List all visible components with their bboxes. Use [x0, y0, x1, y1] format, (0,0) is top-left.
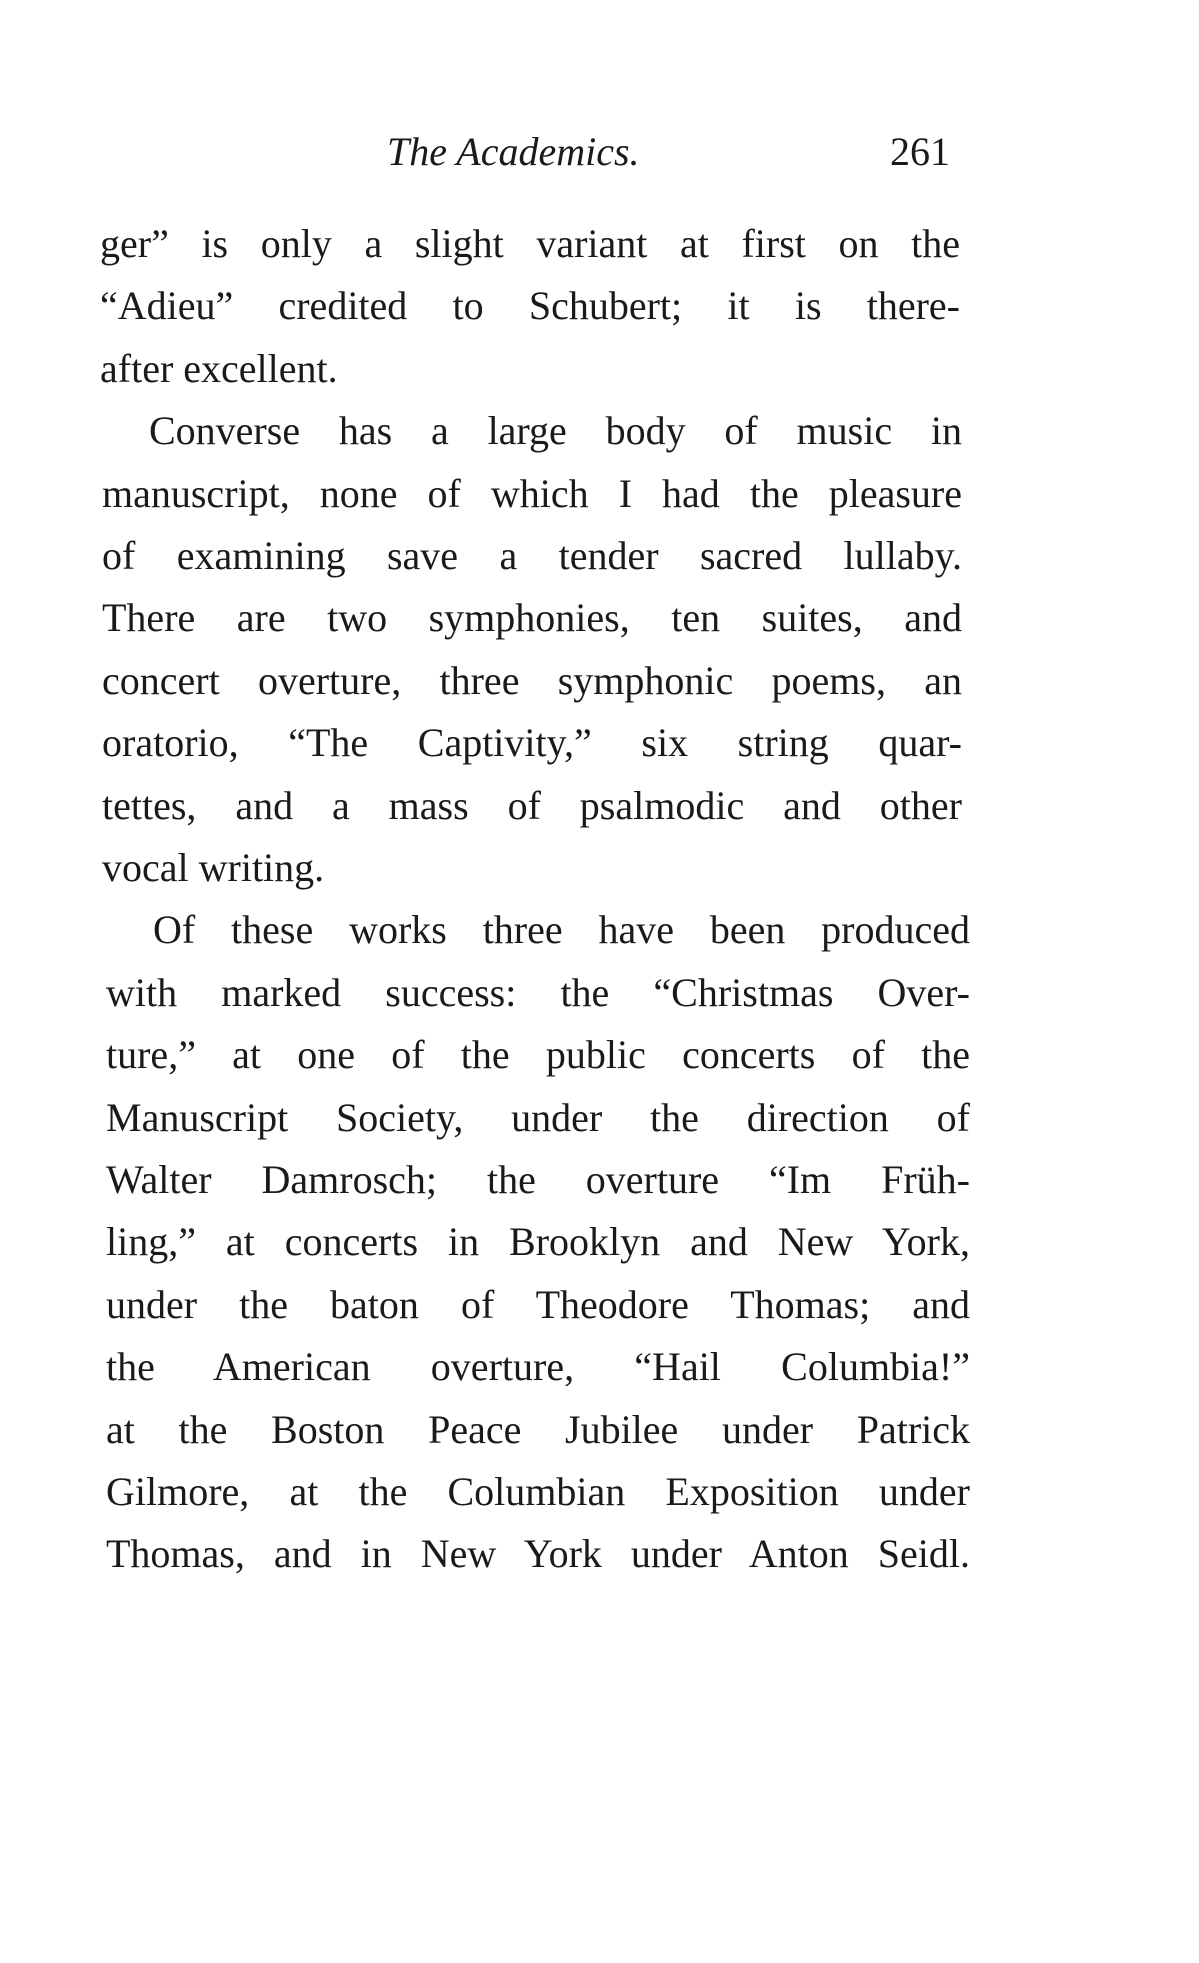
text-line: ger” is only a slight variant at first on the [100, 221, 960, 266]
page-number: 261 [890, 129, 950, 174]
text-line: with marked success: the “Christmas Over- [106, 969, 970, 1015]
text-line: ture,” at one of the public concerts of the [106, 1032, 970, 1078]
text-line: vocal writing. [102, 845, 325, 890]
text-line: of examining save a tender sacred lullaby. [102, 533, 962, 578]
running-header-title: The Academics. [387, 129, 640, 174]
text-line: “Adieu” credited to Schubert; it is there- [100, 283, 960, 329]
text-line: Of these works three have been produced [153, 907, 970, 953]
text-line: under the baton of Theodore Thomas; and [106, 1281, 970, 1327]
text-line: Manuscript Society, under the direction of [106, 1094, 970, 1140]
text-line: tettes, and a mass of psalmodic and other [102, 782, 962, 828]
text-line: manuscript, none of which I had the pleasure [102, 470, 962, 516]
text-line: after excellent. [100, 345, 338, 391]
text-line: Walter Damrosch; the overture “Im Früh- [106, 1157, 970, 1202]
text-line: Thomas, and in New York under Anton Seidl. [106, 1531, 970, 1577]
text-line: Gilmore, at the Columbian Exposition under [106, 1469, 970, 1514]
text-line: the American overture, “Hail Columbia!” [106, 1344, 970, 1390]
text-line: ling,” at concerts in Brooklyn and New York, [106, 1219, 970, 1265]
text-line: at the Boston Peace Jubilee under Patrick [106, 1406, 970, 1452]
text-line: There are two symphonies, ten suites, and [102, 595, 962, 641]
text-line: concert overture, three symphonic poems, an [102, 657, 962, 703]
text-line: Converse has a large body of music in [149, 408, 962, 454]
text-line: oratorio, “The Captivity,” six string quar- [102, 720, 962, 766]
